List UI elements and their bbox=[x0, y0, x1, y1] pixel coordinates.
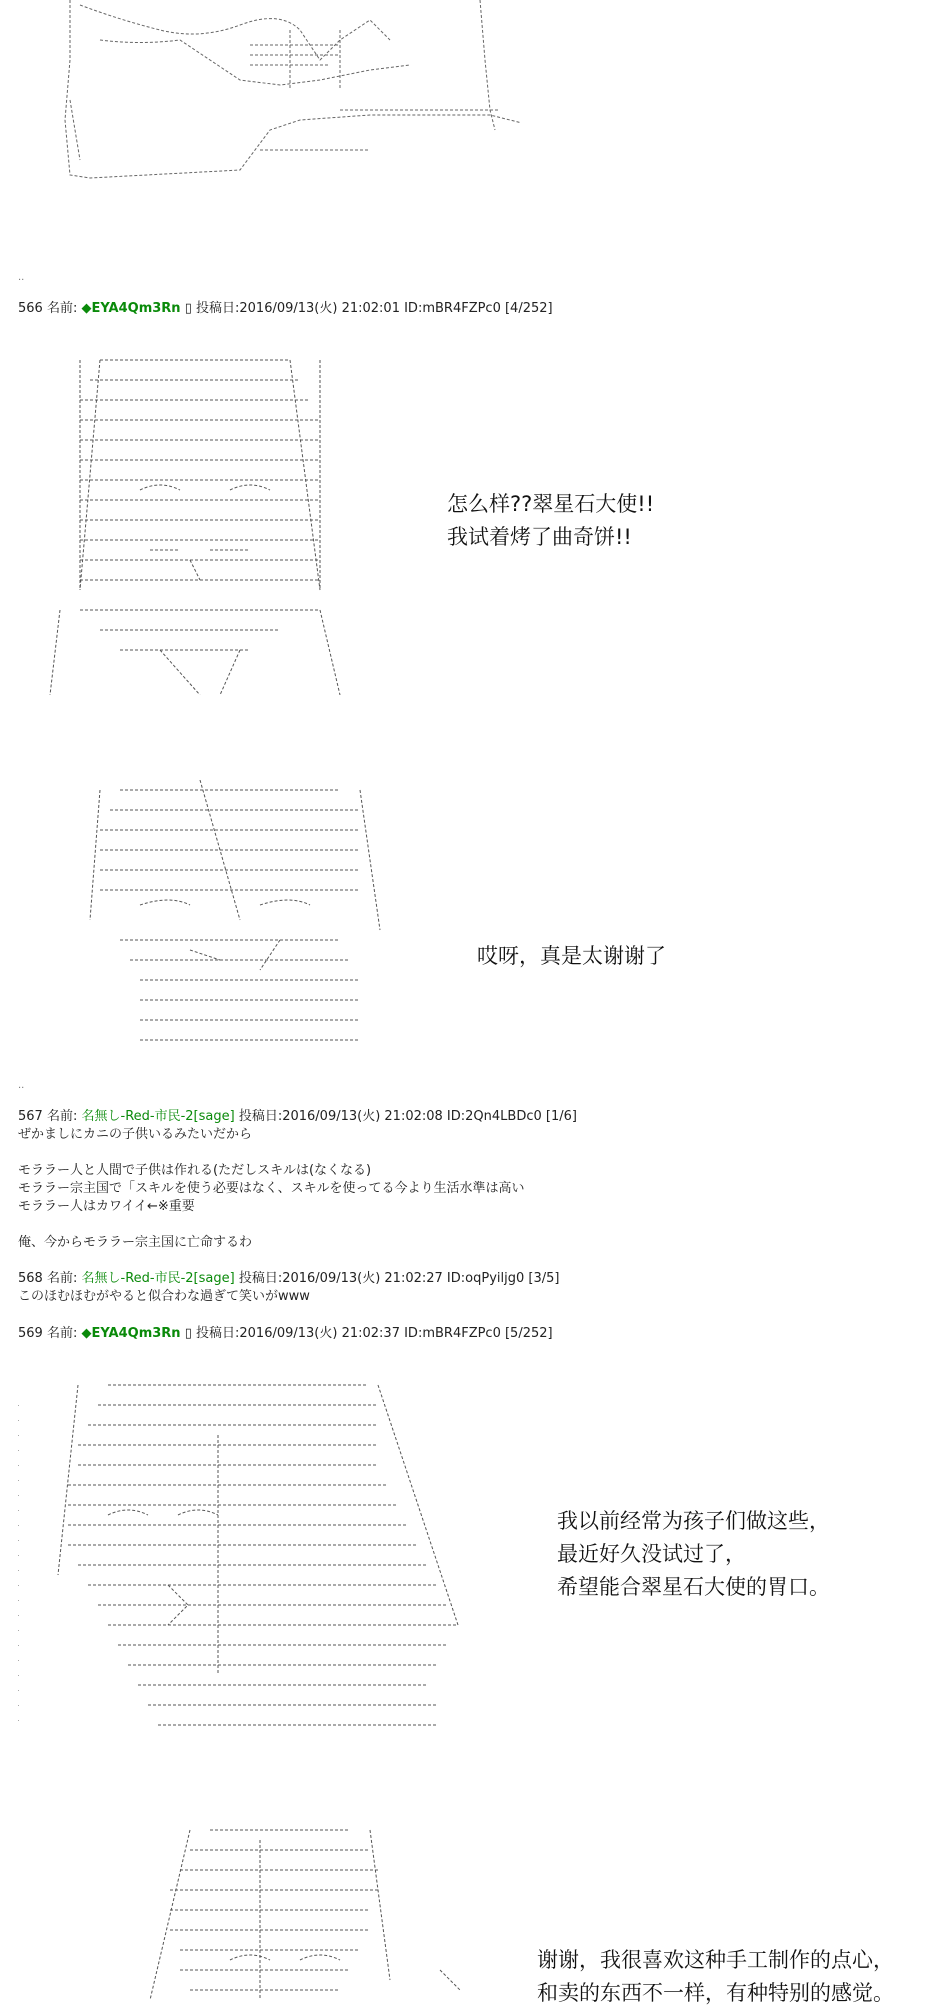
caption-1 bbox=[447, 488, 654, 554]
ascii-art-character-4 bbox=[110, 1820, 470, 2000]
caption-line: 哎呀，真是太谢谢了 bbox=[477, 944, 666, 968]
post-body-line: モララー人はカワイイ←※重要 bbox=[18, 1199, 195, 1214]
caption-3 bbox=[557, 1505, 830, 1604]
caption-line: 我以前经常为孩子们做这些， bbox=[557, 1509, 830, 1533]
caption-line: 我试着烤了曲奇饼!! bbox=[447, 525, 632, 549]
caption-line: 最近好久没试过了， bbox=[557, 1542, 746, 1566]
caption-line: 怎么样??翠星石大使!! bbox=[447, 492, 655, 516]
caption-line: 希望能合翠星石大使的胃口。 bbox=[557, 1575, 830, 1599]
name-label: 名前: bbox=[46, 301, 78, 316]
sage-tag: [sage] bbox=[193, 1271, 235, 1286]
poster-name[interactable]: 名無し-Red-市民-2 bbox=[81, 1109, 194, 1124]
ascii-art-top bbox=[40, 0, 520, 185]
separator-2: .. bbox=[18, 1080, 25, 1091]
caption-line: 谢谢，我很喜欢这种手工制作的点心， bbox=[537, 1948, 894, 1972]
name-label: 名前: bbox=[46, 1271, 78, 1286]
post-meta: 投稿日:2016/09/13(火) 21:02:27 ID:oqPyiljg0 [3/5] bbox=[238, 1271, 560, 1286]
post-meta: 投稿日:2016/09/13(火) 21:02:01 ID:mBR4FZPc0 [4/252] bbox=[196, 301, 553, 316]
box-icon: ▯ bbox=[184, 301, 192, 316]
poster-name[interactable]: ◆EYA4Qm3Rn bbox=[81, 1326, 181, 1341]
name-label: 名前: bbox=[46, 1326, 78, 1341]
post-body-line: このほむほむがやると似合わな過ぎて笑いがwww bbox=[18, 1289, 310, 1304]
poster-name[interactable]: 名無し-Red-市民-2 bbox=[81, 1271, 194, 1286]
post-body-line: 俺、今からモララー宗主国に亡命するわ bbox=[18, 1235, 253, 1250]
ascii-art-character-2 bbox=[80, 780, 390, 1060]
sage-tag: [sage] bbox=[193, 1109, 235, 1124]
separator-1: .. bbox=[18, 272, 25, 283]
caption-4 bbox=[537, 1944, 894, 2010]
caption-line: 和卖的东西不一样，有种特别的感觉。 bbox=[537, 1981, 894, 2005]
post-body-line: ぜかましにカニの子供いるみたいだから bbox=[18, 1127, 253, 1142]
box-icon: ▯ bbox=[184, 1326, 192, 1341]
post-meta: 投稿日:2016/09/13(火) 21:02:37 ID:mBR4FZPc0 [5/252] bbox=[196, 1326, 553, 1341]
ascii-art-character-3 bbox=[18, 1375, 468, 1750]
poster-name[interactable]: ◆EYA4Qm3Rn bbox=[81, 301, 181, 316]
post-meta: 投稿日:2016/09/13(火) 21:02:08 ID:2Qn4LBDc0 [1/6] bbox=[238, 1109, 577, 1124]
name-label: 名前: bbox=[46, 1109, 78, 1124]
post-body-line: モララー人と人間で子供は作れる(ただしスキルは(なくなる) bbox=[18, 1163, 372, 1178]
post-number[interactable]: 569 bbox=[18, 1326, 43, 1341]
post-number[interactable]: 567 bbox=[18, 1109, 43, 1124]
post-number[interactable]: 566 bbox=[18, 301, 43, 316]
post-header-569 bbox=[18, 1325, 553, 1343]
post-header-568 bbox=[18, 1270, 559, 1288]
post-number[interactable]: 568 bbox=[18, 1271, 43, 1286]
ascii-art-character-1 bbox=[40, 350, 360, 695]
post-header-567 bbox=[18, 1108, 577, 1126]
post-body-line: モララー宗主国で「スキルを使う必要はなく、スキルを使ってる今より生活水準は高い bbox=[18, 1181, 525, 1196]
caption-2 bbox=[477, 940, 666, 973]
post-header-566 bbox=[18, 300, 553, 318]
